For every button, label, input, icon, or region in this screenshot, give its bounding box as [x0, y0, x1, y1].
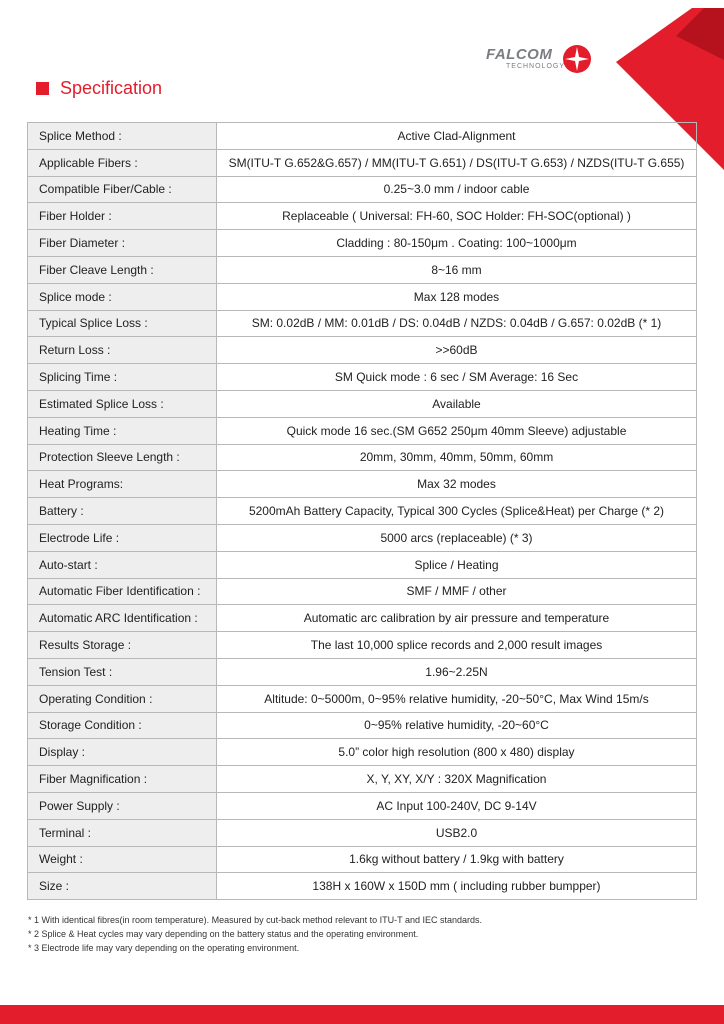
spec-row [28, 605, 697, 632]
spec-value: Cladding : 80-150μm . Coating: 100~1000μm [217, 230, 697, 257]
spec-value: Max 128 modes [217, 283, 697, 310]
spec-row [28, 766, 697, 793]
spec-label: Heating Time : [28, 417, 217, 444]
compass-star-icon [562, 44, 592, 74]
spec-row [28, 524, 697, 551]
spec-row [28, 471, 697, 498]
spec-row [28, 498, 697, 525]
spec-label: Fiber Diameter : [28, 230, 217, 257]
spec-row [28, 417, 697, 444]
specification-table [27, 122, 697, 900]
spec-label: Display : [28, 739, 217, 766]
spec-value: Replaceable ( Universal: FH-60, SOC Holder: FH-SOC(optional) ) [217, 203, 697, 230]
spec-label: Terminal : [28, 819, 217, 846]
logo-subtitle: TECHNOLOGY [506, 63, 566, 70]
spec-row [28, 364, 697, 391]
spec-label: Applicable Fibers : [28, 149, 217, 176]
spec-value: SM: 0.02dB / MM: 0.01dB / DS: 0.04dB / NZDS: 0.04dB / G.657: 0.02dB (* 1) [217, 310, 697, 337]
spec-label: Storage Condition : [28, 712, 217, 739]
spec-label: Electrode Life : [28, 524, 217, 551]
spec-value: Max 32 modes [217, 471, 697, 498]
spec-label: Operating Condition : [28, 685, 217, 712]
footnote-3: * 3 Electrode life may vary depending on the operating environment. [28, 943, 300, 953]
footer-bar [0, 1005, 724, 1024]
spec-value: Altitude: 0~5000m, 0~95% relative humidity, -20~50°C, Max Wind 15m/s [217, 685, 697, 712]
spec-value: SM Quick mode : 6 sec / SM Average: 16 Sec [217, 364, 697, 391]
spec-label: Auto-start : [28, 551, 217, 578]
spec-row [28, 846, 697, 873]
heading-title: Specification [60, 78, 163, 98]
footnote-2: * 2 Splice & Heat cycles may vary depending on the battery status and the operating environment. [28, 929, 419, 939]
spec-value: 5000 arcs (replaceable) (* 3) [217, 524, 697, 551]
spec-value: AC Input 100-240V, DC 9-14V [217, 792, 697, 819]
spec-label: Battery : [28, 498, 217, 525]
spec-row [28, 658, 697, 685]
spec-value: 138H x 160W x 150D mm ( including rubber bumpper) [217, 873, 697, 900]
spec-label: Results Storage : [28, 632, 217, 659]
spec-label: Power Supply : [28, 792, 217, 819]
spec-row [28, 283, 697, 310]
spec-value: SM(ITU-T G.652&G.657) / MM(ITU-T G.651) / DS(ITU-T G.653) / NZDS(ITU-T G.655) [217, 149, 697, 176]
spec-value: 5200mAh Battery Capacity, Typical 300 Cycles (Splice&Heat) per Charge (* 2) [217, 498, 697, 525]
spec-label: Fiber Holder : [28, 203, 217, 230]
spec-value: Splice / Heating [217, 551, 697, 578]
logo-name: FALCOM [486, 46, 553, 63]
spec-label: Splice Method : [28, 123, 217, 150]
spec-label: Weight : [28, 846, 217, 873]
spec-row [28, 337, 697, 364]
spec-value: Automatic arc calibration by air pressure and temperature [217, 605, 697, 632]
spec-label: Automatic Fiber Identification : [28, 578, 217, 605]
spec-label: Splice mode : [28, 283, 217, 310]
spec-row [28, 203, 697, 230]
spec-value: 1.6kg without battery / 1.9kg with battery [217, 846, 697, 873]
spec-value: 0~95% relative humidity, -20~60°C [217, 712, 697, 739]
spec-label: Splicing Time : [28, 364, 217, 391]
spec-value: >>60dB [217, 337, 697, 364]
spec-row [28, 230, 697, 257]
spec-value: 5.0” color high resolution (800 x 480) display [217, 739, 697, 766]
spec-value: SMF / MMF / other [217, 578, 697, 605]
spec-row [28, 712, 697, 739]
section-heading [36, 78, 162, 99]
spec-row [28, 123, 697, 150]
spec-row [28, 176, 697, 203]
heading-bullet-square [36, 82, 49, 95]
spec-label: Protection Sleeve Length : [28, 444, 217, 471]
spec-label: Heat Programs: [28, 471, 217, 498]
spec-row [28, 390, 697, 417]
spec-label: Return Loss : [28, 337, 217, 364]
spec-value: Active Clad-Alignment [217, 123, 697, 150]
spec-row [28, 444, 697, 471]
spec-row [28, 551, 697, 578]
spec-row [28, 739, 697, 766]
spec-label: Size : [28, 873, 217, 900]
spec-label: Typical Splice Loss : [28, 310, 217, 337]
spec-row [28, 256, 697, 283]
spec-value: The last 10,000 splice records and 2,000 result images [217, 632, 697, 659]
spec-label: Compatible Fiber/Cable : [28, 176, 217, 203]
spec-value: USB2.0 [217, 819, 697, 846]
spec-label: Estimated Splice Loss : [28, 390, 217, 417]
spec-value: Available [217, 390, 697, 417]
spec-label: Automatic ARC Identification : [28, 605, 217, 632]
spec-row [28, 632, 697, 659]
spec-label: Tension Test : [28, 658, 217, 685]
falcom-logo [486, 44, 596, 78]
spec-row [28, 578, 697, 605]
spec-row [28, 792, 697, 819]
footnote-1: * 1 With identical fibres(in room temperature). Measured by cut-back method relevant to ITU-T and IEC standards. [28, 915, 483, 925]
spec-label: Fiber Magnification : [28, 766, 217, 793]
spec-value: 1.96~2.25N [217, 658, 697, 685]
spec-value: X, Y, XY, X/Y : 320X Magnification [217, 766, 697, 793]
spec-row [28, 819, 697, 846]
spec-row [28, 873, 697, 900]
spec-row [28, 310, 697, 337]
footnotes [28, 913, 482, 955]
spec-value: Quick mode 16 sec.(SM G652 250μm 40mm Sleeve) adjustable [217, 417, 697, 444]
spec-row [28, 685, 697, 712]
spec-value: 8~16 mm [217, 256, 697, 283]
spec-value: 0.25~3.0 mm / indoor cable [217, 176, 697, 203]
spec-label: Fiber Cleave Length : [28, 256, 217, 283]
spec-row [28, 149, 697, 176]
spec-value: 20mm, 30mm, 40mm, 50mm, 60mm [217, 444, 697, 471]
